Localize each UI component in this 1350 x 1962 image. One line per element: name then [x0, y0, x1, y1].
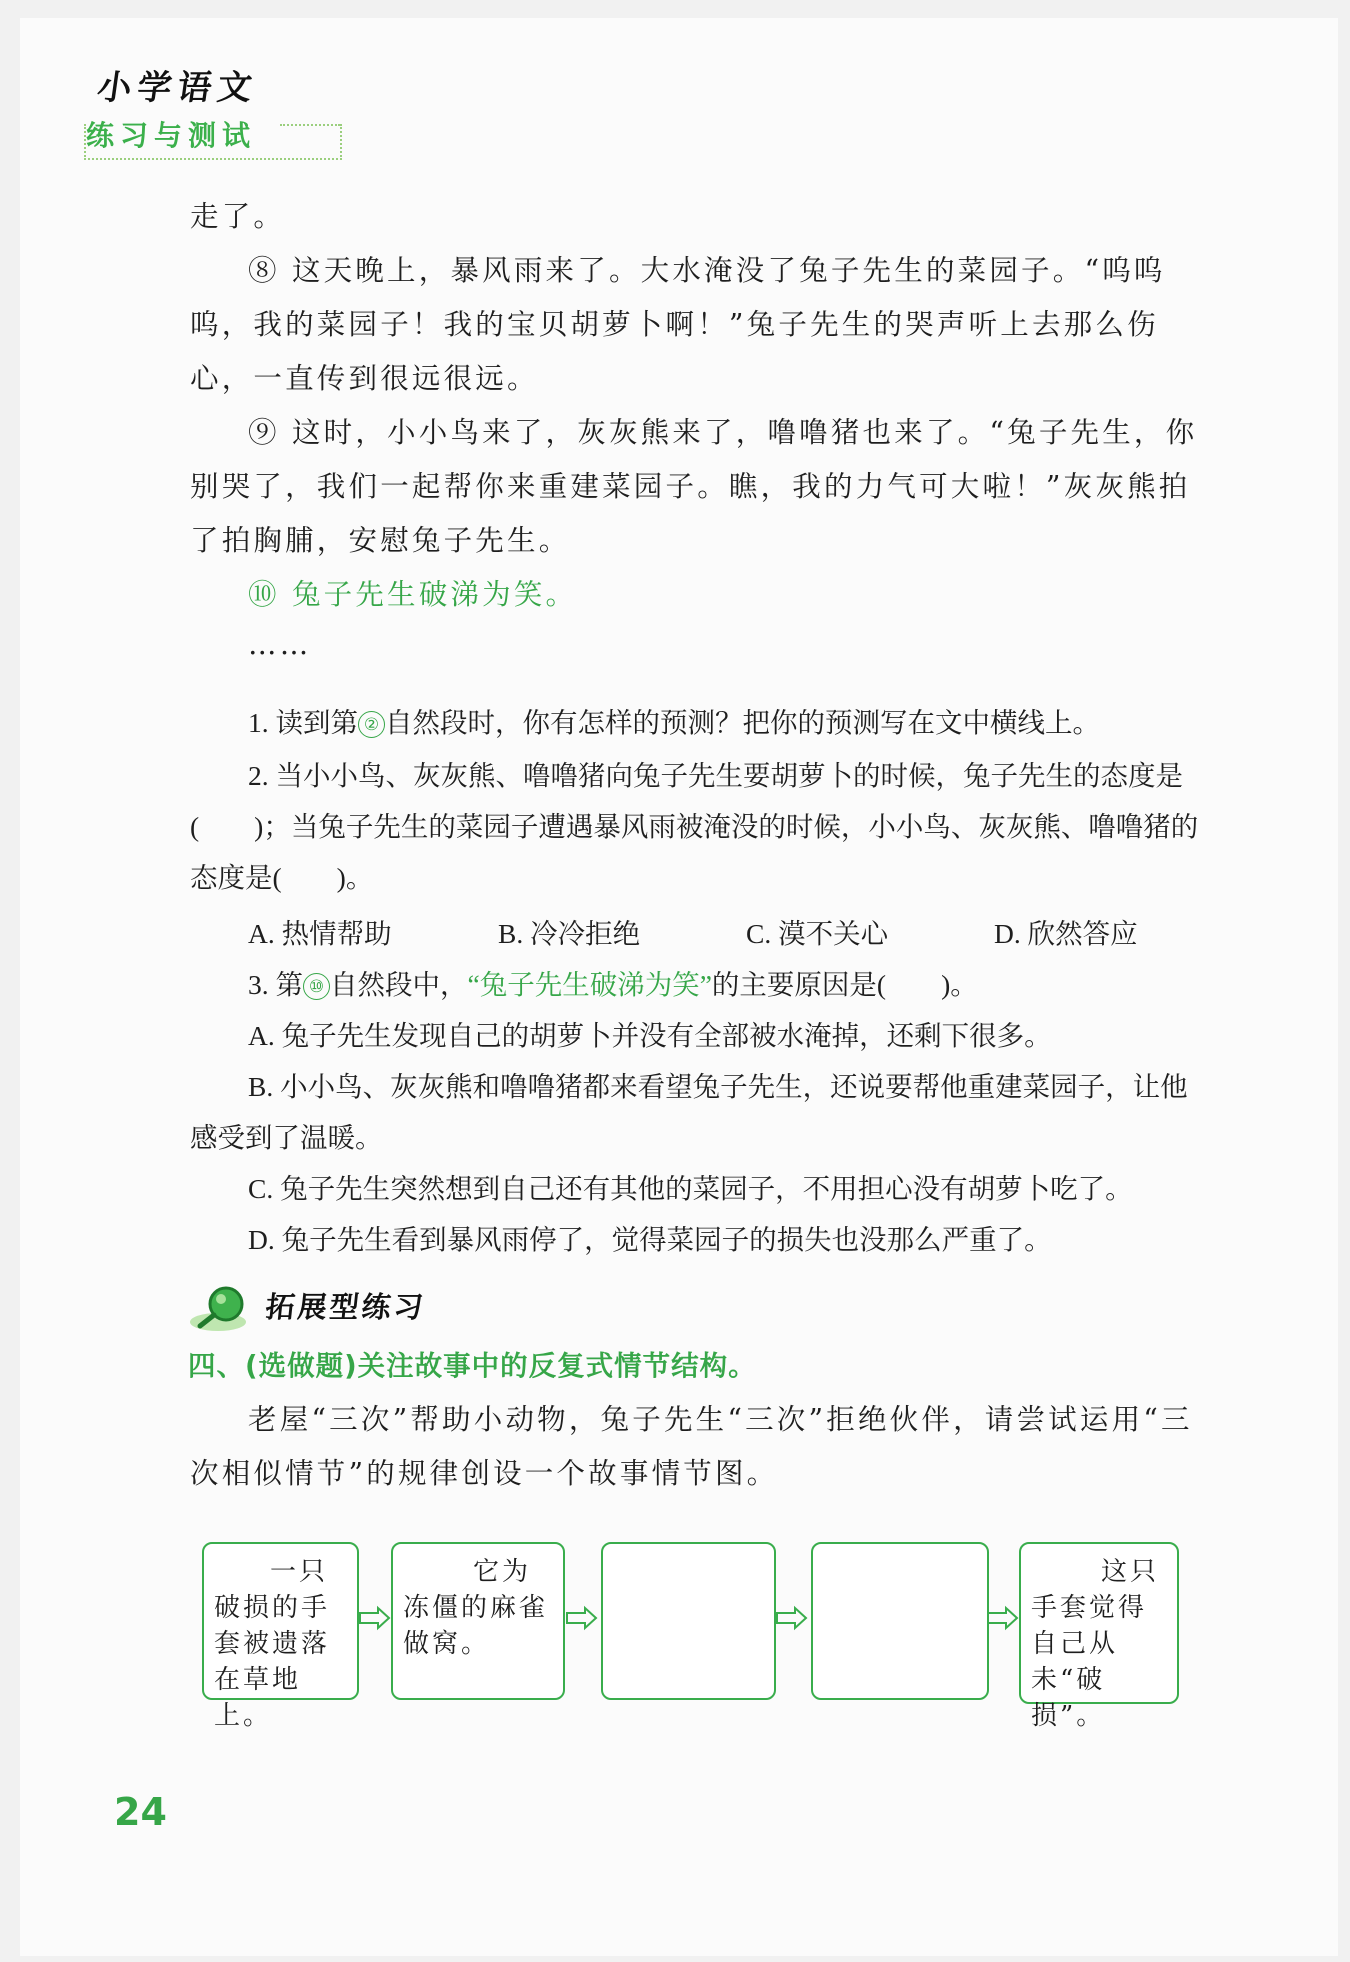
plot-box-3[interactable]	[601, 1542, 776, 1700]
plot-box-2: 它为冻僵的麻雀做窝。	[391, 1542, 565, 1700]
question-1: 1. 读到第 ② 自然段时，你有怎样的预测？把你的预测写在文中横线上。	[248, 707, 1100, 738]
plot-box-5: 这只手套觉得自己从未“破损”。	[1019, 1542, 1179, 1704]
option-d: D. 欣然答应	[994, 918, 1138, 949]
arrow-right-icon	[775, 1605, 809, 1631]
question-3-option-a: A. 兔子先生发现自己的胡萝卜并没有全部被水淹掉，还剩下很多。	[248, 1020, 1052, 1051]
plot-box-1: 一只破损的手套被遗落在草地上。	[202, 1542, 359, 1700]
option-b: B. 冷冷拒绝	[498, 918, 641, 949]
section-title: 拓展型练习	[264, 1290, 428, 1324]
story-paragraph-9: ⑨ 这时，小小鸟来了，灰灰熊来了，噜噜猪也来了。“兔子先生，你别哭了，我们一起帮你来重建菜园子。瞧，我的力气可大啦！”灰灰熊拍了拍胸脯，安慰兔子先生。	[190, 416, 1198, 557]
arrow-right-icon	[358, 1605, 392, 1631]
arrow-right-icon	[986, 1605, 1020, 1631]
task-title: 四、(选做题)关注故事中的反复式情节结构。	[188, 1350, 757, 1382]
paragraph-number-badge: ⑩	[303, 973, 330, 1000]
paragraph-number-badge: ②	[358, 711, 385, 738]
plot-box-4[interactable]	[811, 1542, 989, 1700]
question-2: 2. 当小小鸟、灰灰熊、噜噜猪向兔子先生要胡萝卜的时候，兔子先生的态度是( )；当兔子先生的菜园子遭遇暴风雨被淹没的时候，小小鸟、灰灰熊、噜噜猪的态度是( )。	[190, 760, 1199, 893]
book-subtitle: 练习与测试	[86, 119, 257, 152]
story-continuation: 走了。	[190, 200, 286, 233]
story-paragraph-10: ⑩ 兔子先生破涕为笑。	[248, 578, 578, 611]
page-number: 24	[114, 1790, 167, 1834]
question-3-option-d: D. 兔子先生看到暴风雨停了，觉得菜园子的损失也没那么严重了。	[248, 1224, 1052, 1255]
story-paragraph-8: ⑧ 这天晚上，暴风雨来了。大水淹没了兔子先生的菜园子。“呜呜呜，我的菜园子！我的宝贝胡萝卜啊！”兔子先生的哭声听上去那么伤心，一直传到很远很远。	[190, 254, 1166, 395]
question-3-option-c: C. 兔子先生突然想到自己还有其他的菜园子，不用担心没有胡萝卜吃了。	[248, 1173, 1133, 1204]
question-3: 3. 第 ⑩ 自然段中，“兔子先生破涕为笑”的主要原因是( )。	[248, 969, 978, 1000]
question-2-options	[248, 908, 1208, 959]
arrow-right-icon	[565, 1605, 599, 1631]
option-a: A. 热情帮助	[248, 918, 392, 949]
magnifier-icon	[188, 1282, 262, 1334]
story-ellipsis: ……	[248, 628, 312, 661]
task-instruction: 老屋“三次”帮助小动物，兔子先生“三次”拒绝伙伴，请尝试运用“三次相似情节”的规律创设一个故事情节图。	[190, 1403, 1193, 1490]
option-c: C. 漠不关心	[746, 918, 889, 949]
book-title: 小学语文	[94, 68, 261, 108]
question-3-option-b: B. 小小鸟、灰灰熊和噜噜猪都来看望兔子先生，还说要帮他重建菜园子，让他感受到了温暖。	[190, 1071, 1188, 1153]
